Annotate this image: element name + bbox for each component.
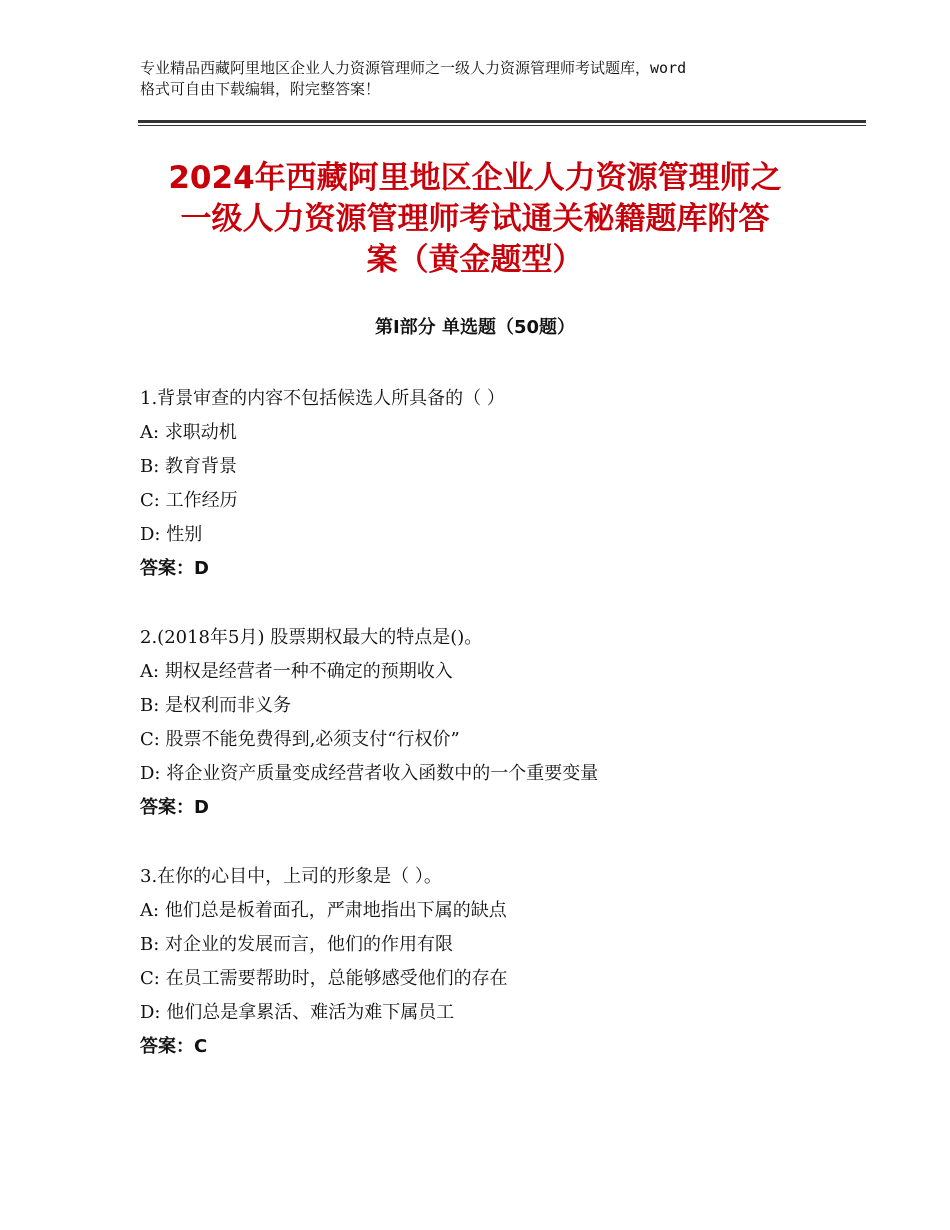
answer: 答案：D (140, 797, 209, 818)
option-d (140, 757, 840, 791)
header-note (140, 58, 840, 100)
answer: 答案：C (140, 1036, 208, 1057)
option-letter: B: (140, 695, 160, 716)
option-d (140, 518, 840, 552)
option-b (140, 928, 840, 962)
answer: 答案：D (140, 558, 209, 579)
option-c (140, 962, 840, 996)
section-title: 第Ⅰ部分 单选题（50题） (374, 317, 575, 338)
question-stem: 3.在你的心目中，上司的形象是（ ）。 (140, 866, 442, 887)
option-text: 求职动机 (164, 422, 237, 443)
question-stem: 2.(2018年5月) 股票期权最大的特点是()。 (140, 627, 483, 648)
option-text: 工作经历 (165, 490, 238, 511)
option-text: 教育背景 (165, 456, 238, 477)
header-note-line-1: 专业精品西藏阿里地区企业人力资源管理师之一级人力资源管理师考试题库，word (140, 59, 687, 77)
document-title (120, 158, 830, 281)
document-title-line-1: 2024年西藏阿里地区企业人力资源管理师之 (168, 160, 782, 196)
option-text: 股票不能免费得到,必须支付“行权价” (165, 729, 460, 750)
question-2 (140, 621, 840, 825)
option-text: 对企业的发展而言，他们的作用有限 (165, 934, 454, 955)
option-letter: C: (140, 968, 160, 989)
question-3 (140, 860, 840, 1064)
option-a (140, 655, 840, 689)
option-d (140, 996, 840, 1030)
document-title-line-2: 一级人力资源管理师考试通关秘籍题库附答 (180, 201, 770, 237)
header-divider-thin (138, 125, 866, 126)
option-b (140, 689, 840, 723)
option-letter: C: (140, 729, 160, 750)
option-a (140, 894, 840, 928)
option-letter: D: (140, 763, 161, 784)
question-stem: 1.背景审查的内容不包括候选人所具备的（ ） (140, 388, 505, 409)
option-text: 期权是经营者一种不确定的预期收入 (164, 661, 453, 682)
option-letter: A: (140, 422, 160, 443)
option-letter: B: (140, 456, 160, 477)
option-letter: D: (140, 1002, 161, 1023)
option-letter: A: (140, 900, 160, 921)
option-text: 是权利而非义务 (165, 695, 292, 716)
option-letter: D: (140, 524, 161, 545)
question-1 (140, 382, 840, 586)
option-letter: A: (140, 661, 160, 682)
option-letter: C: (140, 490, 160, 511)
header-note-line-2: 格式可自由下载编辑，附完整答案！ (140, 80, 381, 98)
option-letter: B: (140, 934, 160, 955)
option-text: 将企业资产质量变成经营者收入函数中的一个重要变量 (166, 763, 599, 784)
option-a (140, 416, 840, 450)
option-text: 他们总是拿累活、难活为难下属员工 (166, 1002, 455, 1023)
header-divider-thick (138, 120, 866, 123)
option-b (140, 450, 840, 484)
option-text: 在员工需要帮助时，总能够感受他们的存在 (165, 968, 508, 989)
option-text: 性别 (166, 524, 203, 545)
option-c (140, 484, 840, 518)
document-title-line-3: 案（黄金题型） (366, 242, 584, 278)
option-text: 他们总是板着面孔，严肃地指出下属的缺点 (164, 900, 507, 921)
option-c (140, 723, 840, 757)
